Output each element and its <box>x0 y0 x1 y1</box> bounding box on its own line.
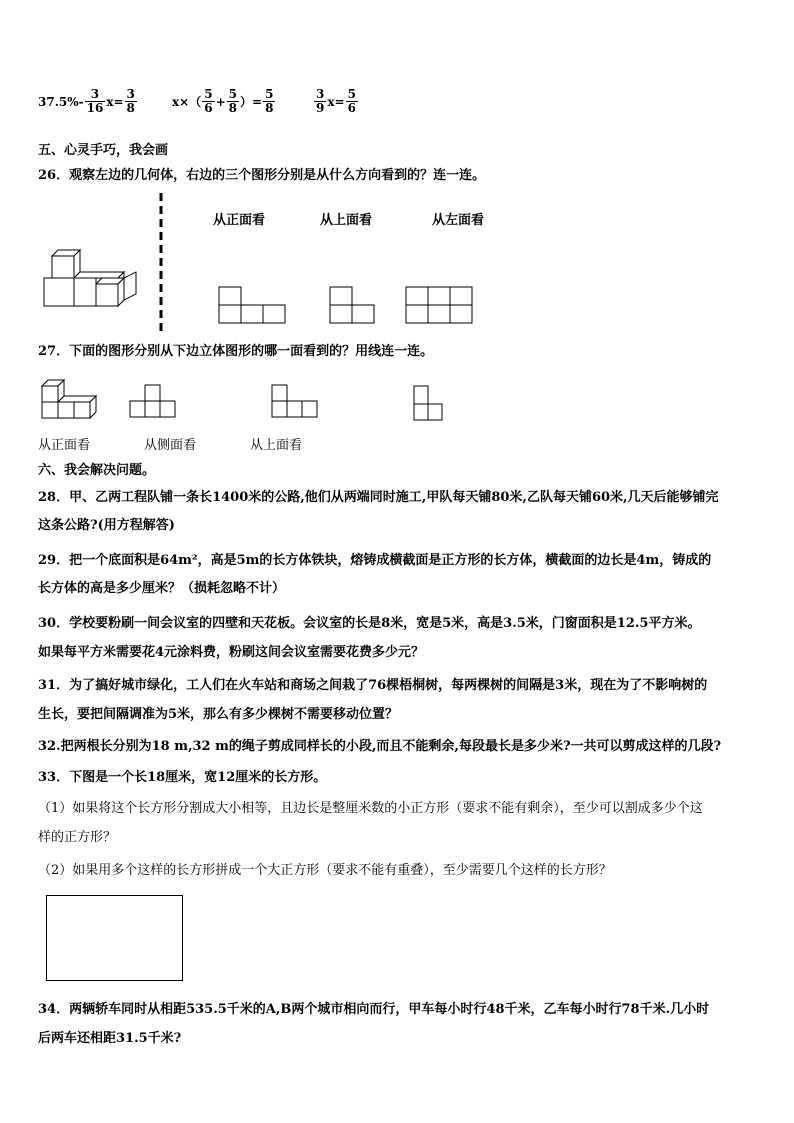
fraction: $\frac{5}{6}$ <box>347 87 356 115</box>
q26-view-figure-3 <box>406 287 476 325</box>
question-26: 26．观察左边的几何体，右边的三个图形分别是从什么方向看到的？连一连。 <box>38 168 486 183</box>
q26-view-figure-2 <box>330 287 378 325</box>
view-label-left: 从左面看 <box>432 213 485 228</box>
question-29-line-2: 长方体的高是多少厘米？（损耗忽略不计） <box>38 581 286 596</box>
question-28-line-2: 这条公路?(用方程解答) <box>38 518 175 533</box>
fraction: $\frac{3}{8}$ <box>126 87 135 115</box>
view-label-top: 从上面看 <box>320 213 373 228</box>
fraction: $\frac{3}{16}$ <box>86 87 104 115</box>
fraction: $\frac{3}{9}$ <box>316 87 325 115</box>
q27-label-top: 从上面看 <box>250 438 303 453</box>
q26-view-figure-1 <box>219 287 289 325</box>
question-29-line-1: 29．把一个底面积是64m²，高是5m的长方体铁块，熔铸成横截面是正方形的长方体，横截面的边长是4m，铸成的 <box>38 553 712 568</box>
equation-text: 37.5%- <box>38 94 84 109</box>
view-label-front: 从正面看 <box>213 213 266 228</box>
q27-solid-figure <box>40 380 102 420</box>
rectangle-figure <box>46 895 183 981</box>
q27-view-figure-3 <box>414 386 450 422</box>
fraction: $\frac{5}{8}$ <box>228 87 237 115</box>
question-33-sub1-line-1: （1）如果将这个长方形分割成大小相等，且边长是整厘米数的小正方形（要求不能有剩余），至少可以割成多少个这 <box>38 801 703 816</box>
section-title: 五、心灵手巧，我会画 <box>38 143 169 158</box>
question-30-line-2: 如果每平方米需要花4元涂料费，粉刷这间会议室需要花费多少元？ <box>38 645 425 660</box>
equation-1 <box>38 88 138 115</box>
question-33-sub2: （2）如果用多个这样的长方形拼成一个大正方形（要求不能有重叠），至少需要几个这样的长方形？ <box>38 863 612 878</box>
q27-label-front: 从正面看 <box>38 438 91 453</box>
section-title: 六、我会解决问题。 <box>38 463 156 478</box>
question-33-line-1: 33．下图是一个长18厘米，宽12厘米的长方形。 <box>38 770 327 785</box>
equation-text: + <box>215 94 226 109</box>
question-28-line-1: 28．甲、乙两工程队铺一条长1400米的公路,他们从两端同时施工,甲队每天铺80米,乙队每天铺60米,几天后能够铺完 <box>38 490 719 505</box>
question-31-line-1: 31．为了搞好城市绿化，工人们在火车站和商场之间栽了76棵梧桐树，每两棵树的间隔是3米，现在为了不影响树的 <box>38 678 708 693</box>
question-34-line-2: 后两车还相距31.5千米? <box>38 1031 182 1046</box>
fraction: $\frac{5}{6}$ <box>204 87 213 115</box>
equation-text: x= <box>327 94 345 109</box>
q27-view-figure-2 <box>272 384 322 420</box>
q27-view-figure-1 <box>130 384 180 420</box>
equation-2 <box>172 88 276 115</box>
equation-3 <box>313 88 359 115</box>
question-30-line-1: 30．学校要粉刷一间会议室的四壁和天花板。会议室的长是8米，宽是5米，高是3.5米，门窗面积是12.5平方米。 <box>38 616 701 631</box>
question-34-line-1: 34．两辆轿车同时从相距535.5千米的A,B两个城市相向而行，甲车每小时行48千米，乙车每小时行78千米.几小时 <box>38 1002 710 1017</box>
equation-text: x×（ <box>172 95 202 109</box>
fraction: $\frac{5}{8}$ <box>265 87 274 115</box>
equation-text: x= <box>106 94 124 109</box>
question-31-line-2: 生长，要把间隔调准为5米，那么有多少棵树不需要移动位置？ <box>38 707 399 722</box>
q26-solid-figure <box>40 250 140 310</box>
dashed-divider <box>158 193 164 335</box>
question-27: 27．下面的图形分别从下边立体图形的哪一面看到的？用线连一连。 <box>38 344 434 359</box>
q27-label-side: 从侧面看 <box>144 438 197 453</box>
question-33-sub1-line-2: 样的正方形？ <box>38 830 117 845</box>
equation-text: ）= <box>240 95 263 109</box>
question-32: 32.把两根长分别为18 m,32 m的绳子剪成同样长的小段,而且不能剩余,每段最长是多少米?一共可以剪成这样的几段? <box>38 739 722 754</box>
